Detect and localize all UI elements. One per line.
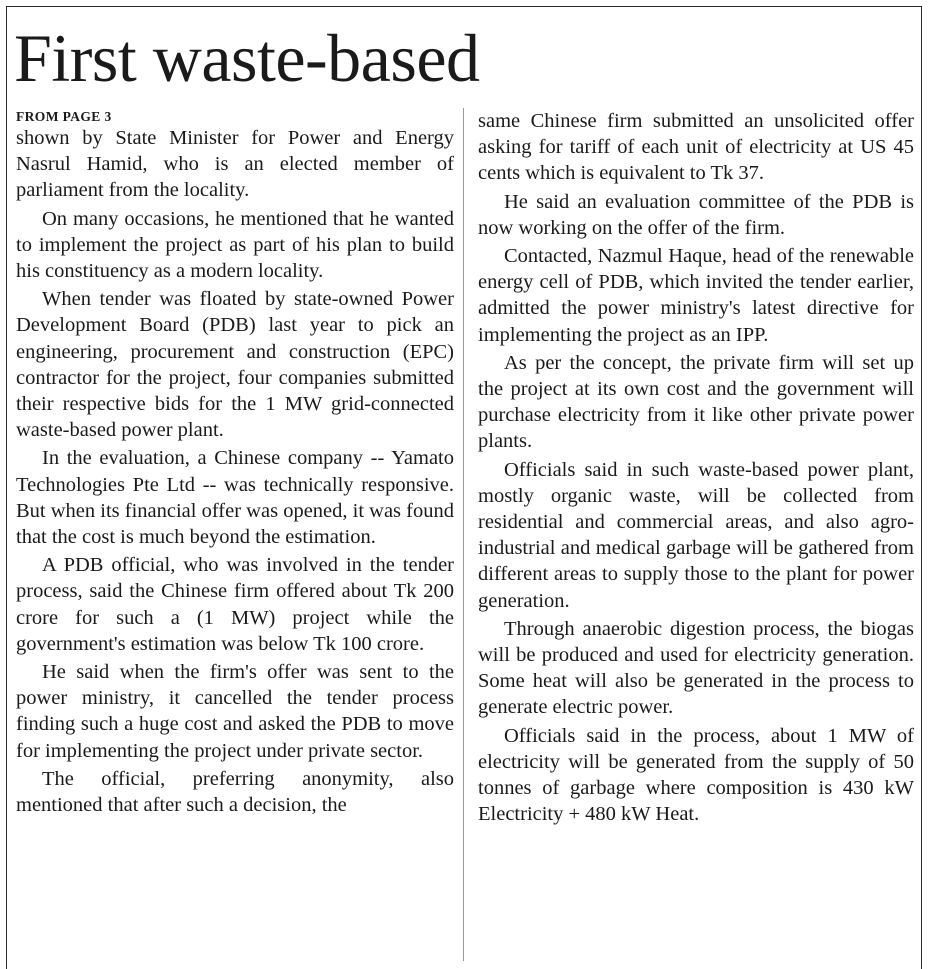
- paragraph: A PDB official, who was involved in the tender process, said the Chinese firm offered about Tk 200 crore for such a (1 MW) project while the government's estimation was below Tk 100 crore.: [16, 554, 454, 655]
- paragraph: As per the concept, the private firm will set up the project at its own cost and the government will purchase electricity from it like other private power plants.: [478, 351, 914, 453]
- left-column: [16, 108, 454, 820]
- paragraph: On many occasions, he mentioned that he wanted to implement the project as part of his plan to build his constituency as a modern locality.: [16, 207, 454, 283]
- right-column: [478, 108, 914, 829]
- paragraph: same Chinese firm submitted an unsolicited offer asking for tariff of each unit of electricity at US 45 cents which is equivalent to Tk 37.: [478, 110, 914, 185]
- paragraph: The official, preferring anonymity, also mentioned that after such a decision, the: [16, 767, 454, 817]
- paragraph: In the evaluation, a Chinese company -- Yamato Technologies Pte Ltd -- was technically responsive. But when its financial offer was opened, it was found that the cost is much beyond the estimation.: [16, 447, 454, 549]
- paragraph: Officials said in such waste-based power plant, mostly organic waste, will be collected from residential and commercial areas, and also agro-industrial and medical garbage will be gathered from different areas to supply those to the plant for power generation.: [478, 458, 914, 612]
- paragraph: He said when the firm's offer was sent to the power ministry, it cancelled the tender process finding such a huge cost and asked the PDB to move for implementing the project under private sector.: [16, 661, 454, 762]
- headline: First waste-based: [14, 20, 480, 96]
- paragraph: shown by State Minister for Power and Energy Nasrul Hamid, who is an elected member of parliament from the locality.: [16, 127, 454, 202]
- paragraph: Through anaerobic digestion process, the biogas will be produced and used for electricity generation. Some heat will also be generated in the process to generate electric power.: [478, 617, 914, 719]
- paragraph: He said an evaluation committee of the PDB is now working on the offer of the firm.: [478, 190, 914, 239]
- paragraph: Officials said in the process, about 1 MW of electricity will be generated from the supply of 50 tonnes of garbage where composition is 430 kW Electricity + 480 kW Heat.: [478, 724, 914, 826]
- paragraph: When tender was floated by state-owned Power Development Board (PDB) last year to pick an engineering, procurement and construction (EPC) contractor for the project, four companies submitted their respective bids for the 1 MW grid-connected waste-based power plant.: [16, 288, 454, 442]
- continued-from-label: FROM PAGE 3: [16, 109, 112, 124]
- column-divider: [463, 108, 464, 961]
- paragraph: Contacted, Nazmul Haque, head of the renewable energy cell of PDB, which invited the tender earlier, admitted the power ministry's latest directive for implementing the project as an IPP.: [478, 245, 914, 346]
